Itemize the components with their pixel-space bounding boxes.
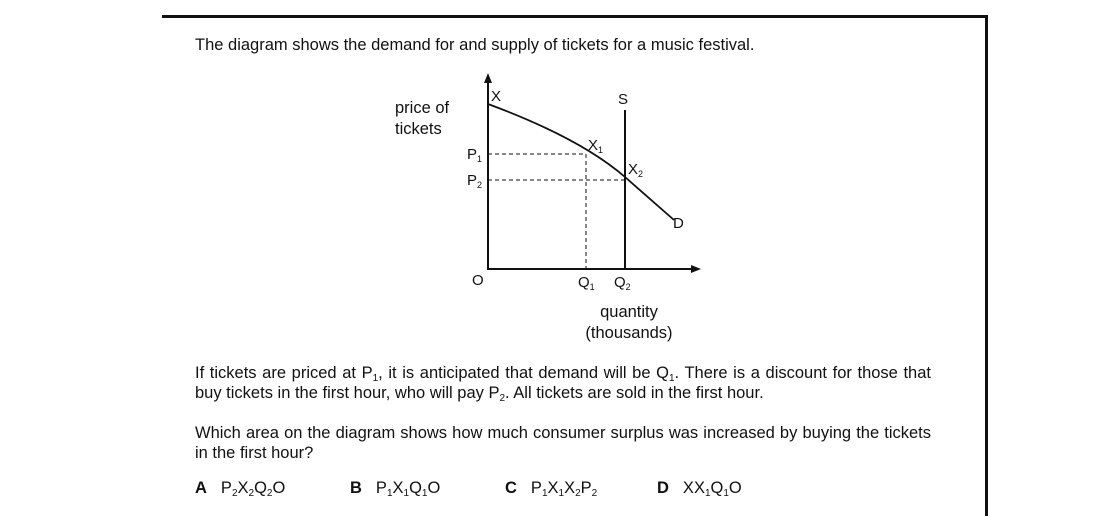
answer-options — [195, 479, 895, 501]
option-c[interactable]: C $P_1X_1X_2P_2$ — [505, 479, 598, 499]
x-axis-label: quantity (thousands) — [585, 303, 673, 342]
label-x1: $X_1$ — [588, 137, 604, 155]
option-letter: A — [195, 479, 207, 497]
label-x2: $X_2$ — [628, 161, 644, 179]
demand-curve — [488, 104, 674, 220]
label-x: X — [491, 88, 502, 105]
scenario-paragraph: If tickets are priced at $P_1$, it is anticipated that demand will be $Q_1$. There is a discount for those that buy tickets in the first hour, who will pay $P_2$. All tickets are sold in the first hour. — [195, 364, 931, 404]
label-p2: $P_2$ — [467, 172, 483, 190]
label-origin: O — [472, 272, 484, 289]
label-q1: $Q_1$ — [578, 274, 595, 292]
option-d[interactable]: D $XX_1Q_1O$ — [657, 479, 742, 499]
option-letter: C — [505, 479, 517, 497]
option-letter: D — [657, 479, 669, 497]
label-s: S — [618, 91, 629, 108]
option-a[interactable]: A $P_2X_2Q_2O$ — [195, 479, 286, 499]
label-q2: $Q_2$ — [614, 274, 631, 292]
option-b[interactable]: B $P_1X_1Q_1O$ — [350, 479, 441, 499]
option-letter: B — [350, 479, 362, 497]
question-text: Which area on the diagram shows how much consumer surplus was increased by buying the tickets in the first hour? — [195, 424, 931, 462]
intro-text: The diagram shows the demand for and supply of tickets for a music festival. — [195, 36, 755, 54]
label-p1: $P_1$ — [467, 146, 483, 164]
y-axis-label: price of tickets — [395, 99, 450, 138]
label-d: D — [673, 215, 684, 232]
